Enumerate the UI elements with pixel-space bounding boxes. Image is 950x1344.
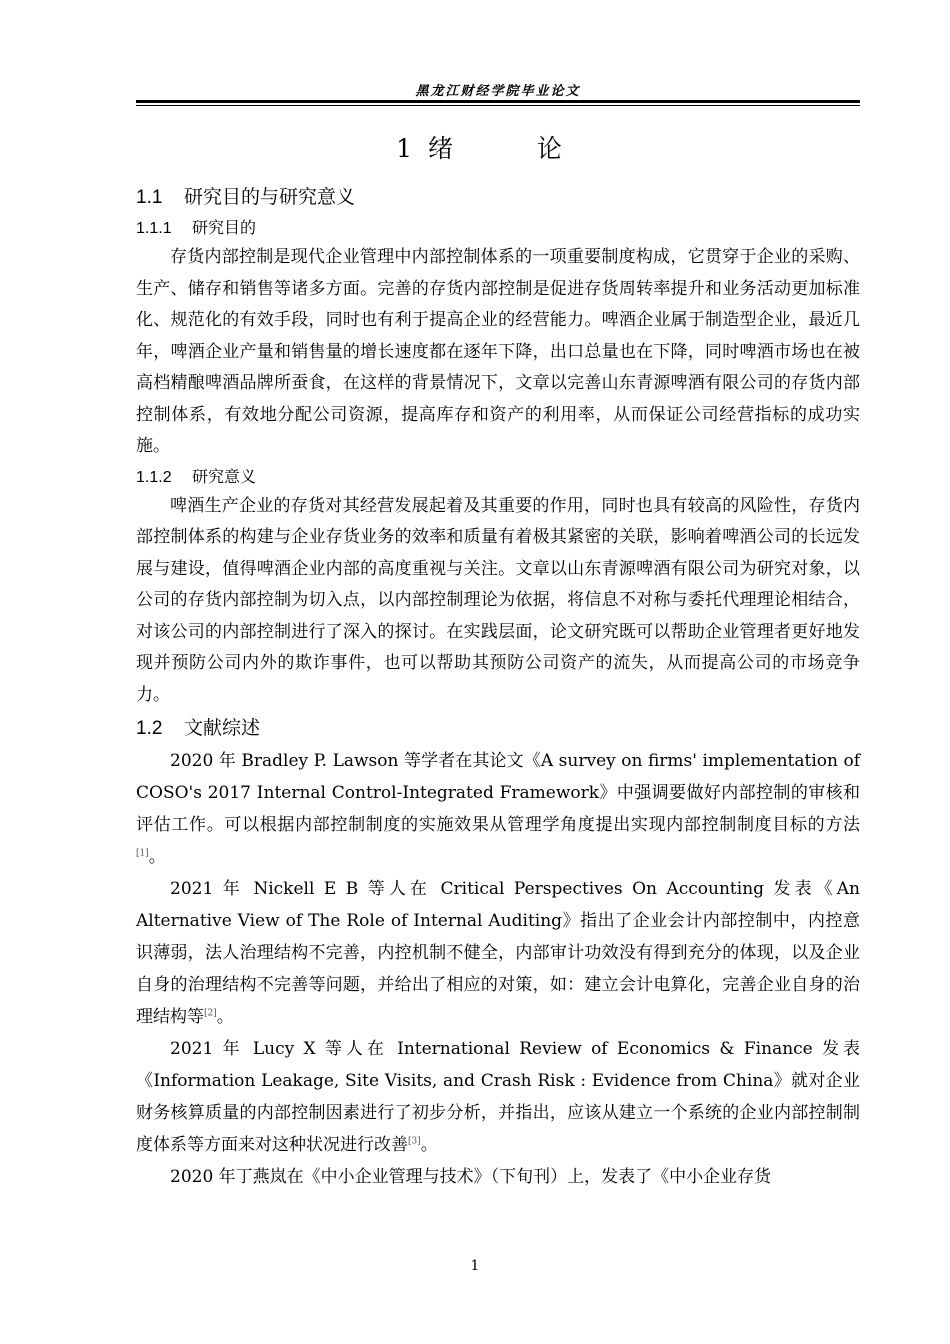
citation-ref: [2] — [204, 1008, 217, 1019]
section-heading-1-1 — [136, 180, 860, 214]
page-number: 1 — [470, 1258, 480, 1274]
subsection-number: 1.1.1 — [136, 220, 172, 237]
paragraph-literature-3 — [136, 1033, 860, 1161]
paragraph-literature-2 — [136, 873, 860, 1033]
chapter-heading — [136, 128, 860, 170]
section-number: 1.2 — [136, 718, 163, 739]
chapter-title: 绪 论 — [427, 134, 600, 163]
paragraph-text: 2021 年 Lucy X 等人在 International Review of Economics & Finance 发表《Information Leakage, Site Visits, and Crash Risk : Evidence from China》就对企业财务核算质量的内部控制因素进行了初步分析，并指出，应该从建立一个系统的企业内部控制制度体系等方面来对这种状况进行改善 — [136, 1039, 860, 1155]
section-number: 1.1 — [136, 187, 163, 208]
paragraph-literature-4: 2020 年丁燕岚在《中小企业管理与技术》（下旬刊）上，发表了《中小企业存货 — [170, 1167, 772, 1187]
paragraph-end: 。 — [420, 1135, 438, 1155]
paragraph-text: 2021 年 Nickell E B 等人在 Critical Perspectives On Accounting 发表《An Alternative View of The Role of Internal Auditing》指出了企业会计内部控制中，内控意识薄弱，法人治理结构不完善，内控机制不健全，内部审计功效没有得到充分的体现，以及企业自身的治理结构不完善等问题，并给出了相应的对策，如：建立会计电算化，完善企业自身的治理结构等 — [136, 879, 860, 1027]
paragraph-literature-1 — [136, 745, 860, 873]
subsection-title: 研究意义 — [192, 466, 257, 486]
chapter-number: 1 — [396, 134, 412, 163]
paragraph-text: 2020 年 Bradley P. Lawson 等学者在其论文《A survey on firms' implementation of COSO's 2017 Internal Control-Integrated Framework》中强调要做好内部控制的审核和评估工作。可以根据内部控制制度的实施效果从管理学角度提出实现内部控制制度目标的方法 — [136, 751, 860, 835]
paragraph-end: 。 — [216, 1007, 234, 1027]
document-body — [136, 128, 860, 1193]
paragraph-research-significance: 啤酒生产企业的存货对其经营发展起着及其重要的作用，同时也具有较高的风险性，存货内部控制体系的构建与企业存货业务的效率和质量有着极其紧密的关联，影响着啤酒公司的长远发展与建设，值得啤酒企业内部的高度重视与关注。文章以山东青源啤酒有限公司为研究对象，以公司的存货内部控制为切入点，以内部控制理论为依据，将信息不对称与委托代理理论相结合，对该公司的内部控制进行了深入的探讨。在实践层面，论文研究既可以帮助企业管理者更好地发现并预防公司内外的欺诈事件，也可以帮助其预防公司资产的流失，从而提高公司的市场竞争力。 — [136, 495, 860, 705]
header-rule-thick — [136, 100, 860, 103]
subsection-heading-1-1-1 — [136, 214, 860, 242]
paragraph-research-purpose: 存货内部控制是现代企业管理中内部控制体系的一项重要制度构成，它贯穿于企业的采购、生产、储存和销售等诸多方面。完善的存货内部控制是促进存货周转率提升和业务活动更加标准化、规范化的有效手段，同时也有利于提高企业的经营能力。啤酒企业属于制造型企业，最近几年，啤酒企业产量和销售量的增长速度都在逐年下降，出口总量也在下降，同时啤酒市场也在被高档精酿啤酒品牌所蚕食，在这样的背景情况下，文章以完善山东青源啤酒有限公司的存货内部控制体系，有效地分配公司资源，提高库存和资产的利用率，从而保证公司经营指标的成功实施。 — [136, 247, 860, 456]
subsection-title: 研究目的 — [192, 218, 257, 237]
subsection-heading-1-1-2 — [136, 463, 860, 491]
subsection-number: 1.1.2 — [136, 468, 172, 486]
header-rule-thin — [136, 105, 860, 106]
running-header: 黑龙江财经学院毕业论文 — [415, 84, 581, 99]
citation-ref: [1] — [136, 848, 149, 859]
paragraph-end: 。 — [148, 847, 166, 867]
section-title: 研究目的与研究意义 — [184, 186, 356, 208]
section-title: 文献综述 — [184, 717, 261, 739]
section-heading-1-2 — [136, 711, 860, 745]
citation-ref: [3] — [408, 1136, 421, 1147]
